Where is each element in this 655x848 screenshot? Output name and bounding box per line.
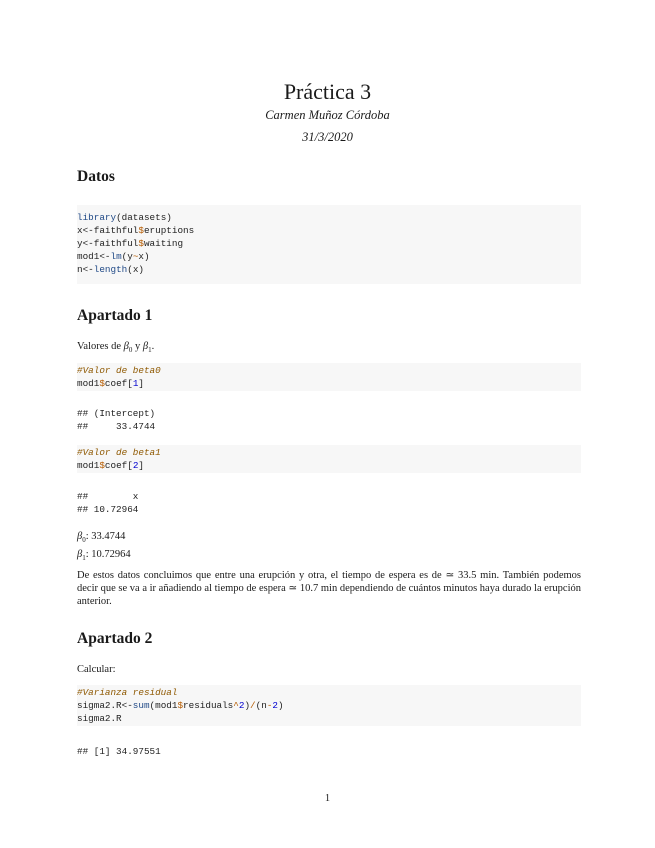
document-author: Carmen Muñoz Córdoba — [265, 108, 390, 122]
code-block-datos — [77, 205, 581, 284]
output-beta0: ## (Intercept) ## 33.4744 — [77, 408, 156, 432]
code-line: n<-length(x) — [77, 264, 144, 275]
beta0-value: $\beta_0$: 33.4744 — [77, 531, 126, 545]
document-date: 31/3/2020 — [302, 130, 353, 144]
apartado1-intro: Valores de $\beta_0$ y $\beta_1$. — [77, 341, 155, 355]
output-beta1: ## x ## 10.72964 — [77, 491, 139, 515]
code-block-beta1: #Valor de beta1 mod1$coef[2] — [77, 445, 581, 473]
section-heading-apartado2: Apartado 2 — [77, 630, 153, 647]
beta1-value: $\beta_1$: 10.72964 — [77, 549, 131, 563]
section-heading-apartado1: Apartado 1 — [77, 307, 153, 324]
code-block-varianza: #Varianza residual sigma2.R<-sum(mod1$residuals^2)/(n-2) sigma2.R — [77, 685, 581, 726]
code-line: library(datasets) — [77, 212, 172, 223]
output-varianza: ## [1] 34.97551 — [77, 746, 161, 757]
apartado1-conclusion: De estos datos concluimos que entre una erupción y otra, el tiempo de espera es de ≃ 33.5 min. También podemos decir que se va a ir añadiendo al tiempo de espera ≃ 10.7 min dependiendo de cuántos minutos haya durado la erupción anterior. — [77, 570, 581, 607]
apartado2-intro: Calcular: — [77, 664, 116, 675]
code-block-beta0: #Valor de beta0 mod1$coef[1] — [77, 363, 581, 391]
document-title: Práctica 3 — [283, 79, 372, 104]
section-heading-datos: Datos — [77, 168, 115, 185]
page-number: 1 — [324, 793, 331, 804]
code-line: mod1<-lm(y~x) — [77, 251, 150, 262]
code-line: y<-faithful$waiting — [77, 238, 184, 249]
code-line: x<-faithful$eruptions — [77, 225, 195, 236]
